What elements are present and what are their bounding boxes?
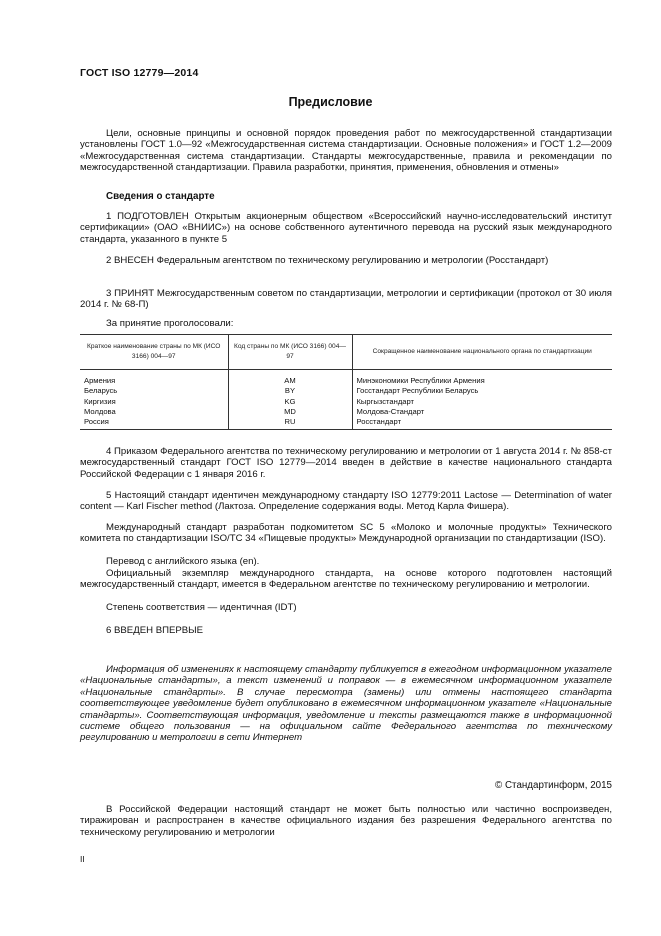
table-cell-code: MD bbox=[228, 407, 352, 417]
table-header-code: Код страны по МК (ИСО 3166) 004—97 bbox=[228, 335, 352, 370]
page-title: Предисловие bbox=[288, 95, 373, 109]
table-cell-body: Кыргызстандарт bbox=[352, 397, 612, 407]
table-row bbox=[80, 397, 612, 407]
item-6: 6 ВВЕДЕН ВПЕРВЫЕ bbox=[106, 625, 204, 636]
item-5-conformity: Степень соответствия — идентичная (IDT) bbox=[106, 602, 297, 613]
table-cell-country: Беларусь bbox=[84, 386, 118, 396]
table-cell-body: Минэкономики Республики Армения bbox=[352, 370, 612, 387]
copyright-line: © Стандартинформ, 2015 bbox=[495, 780, 612, 791]
table-row bbox=[80, 370, 612, 387]
table-cell-country: Киргизия bbox=[84, 396, 116, 406]
table-header-body: Сокращенное наименование национального органа по стандартизации bbox=[352, 335, 612, 370]
vote-intro: За принятие проголосовали: bbox=[106, 318, 234, 329]
table-cell-code: KG bbox=[228, 397, 352, 407]
table-cell-code: BY bbox=[228, 386, 352, 396]
item-5-committee: Международный стандарт разработан подкомитетом SC 5 «Молоко и молочные продукты» Технического комитета по стандартизации ISO/TC 34 «Пищевые продукты» Международной организации по стандартизации (ISO). bbox=[80, 522, 612, 545]
item-3: 3 ПРИНЯТ Межгосударственным советом по стандартизации, метрологии и сертификации (протокол от 30 июля 2014 г. № 68-П) bbox=[80, 288, 612, 311]
page-number: II bbox=[80, 854, 85, 864]
table-cell-country: Россия bbox=[80, 417, 228, 430]
item-4: 4 Приказом Федерального агентства по техническому регулированию и метрологии от 1 августа 2014 г. № 858-ст межгосударственный стандарт ГОСТ ISO 12779—2014 введен в действие в качестве национального стандарта Российской Федерации с 1 января 2016 г. bbox=[80, 446, 612, 480]
info-note: Информация об изменениях к настоящему стандарту публикуется в ежегодном информационном указателе «Национальные стандарты», а текст изменений и поправок — в ежемесячном информационном указателе «Национальные стандарты». В случае пересмотра (замены) или отмены настоящего стандарта соответствующее уведомление будет опубликовано в ежемесячном информационном указателе «Национальные стандарты». Соответствующая информация, уведомление и тексты размещаются также в информационной системе общего пользования — на официальном сайте Федерального агентства по техническому регулированию и метрологии в сети Интернет bbox=[80, 664, 612, 744]
section-heading: Сведения о стандарте bbox=[106, 191, 215, 202]
table-cell-country: Армения bbox=[84, 376, 116, 385]
table-header-row bbox=[80, 335, 612, 370]
intro-paragraph: Цели, основные принципы и основной порядок проведения работ по межгосударственной стандартизации установлены ГОСТ 1.0—92 «Межгосударственная система стандартизации. Основные положения» и ГОСТ 1.2—2009 «Межгосударственная система стандартизации. Стандарты межгосударственные, правила и рекомендации по межгосударственной стандартизации. Правила разработки, принятия, применения, обновления и отмены» bbox=[80, 128, 612, 174]
table-cell-country: Молдова bbox=[84, 406, 116, 416]
table-row bbox=[80, 386, 612, 396]
item-5-official-copy: Официальный экземпляр международного стандарта, на основе которого подготовлен настоящий межгосударственный стандарт, имеется в Федеральном агентстве по техническому регулированию и метрологии. bbox=[80, 568, 612, 591]
table-row bbox=[80, 407, 612, 417]
item-5-translation: Перевод с английского языка (en). bbox=[106, 556, 260, 567]
table-cell-code: AM bbox=[228, 370, 352, 387]
table-cell-body: Госстандарт Республики Беларусь bbox=[352, 386, 612, 396]
table-cell-body: Росстандарт bbox=[352, 417, 612, 430]
restriction-notice: В Российской Федерации настоящий стандарт не может быть полностью или частично воспроизведен, тиражирован и распространен в качестве официального издания без разрешения Федерального агентства по техническому регулированию и метрологии bbox=[80, 804, 612, 838]
voting-table bbox=[80, 334, 612, 430]
table-header-country: Краткое наименование страны по МК (ИСО 3166) 004—97 bbox=[80, 335, 228, 370]
table-cell-code: RU bbox=[228, 417, 352, 430]
item-5: 5 Настоящий стандарт идентичен международному стандарту ISO 12779:2011 Lactose — Determination of water content — Karl Fischer method (Лактоза. Определение содержания воды. Метод Карла Фишера). bbox=[80, 490, 612, 513]
item-2: 2 ВНЕСЕН Федеральным агентством по техническому регулированию и метрологии (Росстандарт) bbox=[106, 255, 549, 266]
document-header: ГОСТ ISO 12779—2014 bbox=[80, 67, 199, 79]
item-1: 1 ПОДГОТОВЛЕН Открытым акционерным обществом «Всероссийский научно-исследовательский институт сертификации» (ОАО «ВНИИС») на основе собственного аутентичного перевода на русский язык международного стандарта, указанного в пункте 5 bbox=[80, 211, 612, 245]
table-row bbox=[80, 417, 612, 430]
table-cell-body: Молдова-Стандарт bbox=[352, 407, 612, 417]
